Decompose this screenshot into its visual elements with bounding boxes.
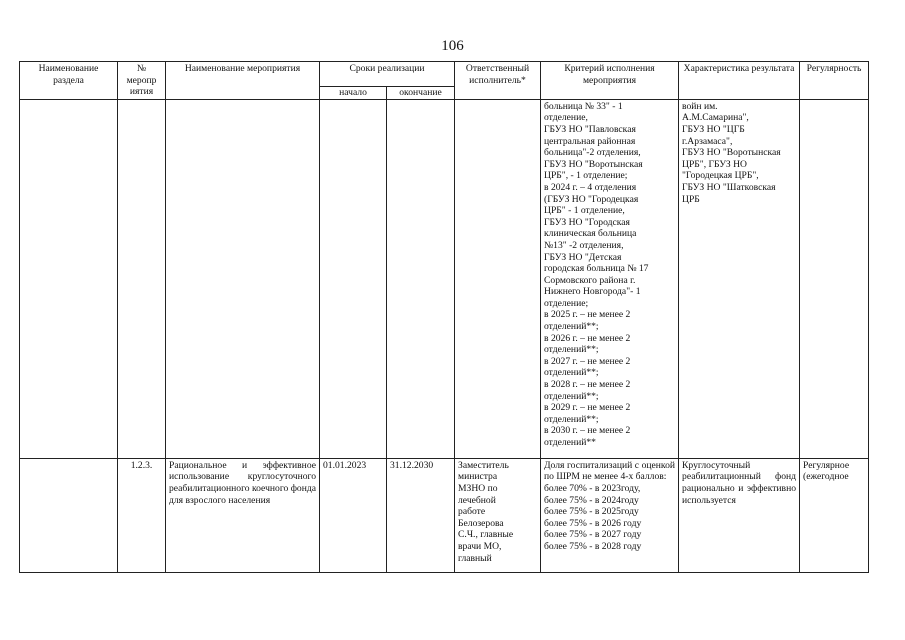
cell-executor [455,99,541,458]
table-row [20,99,869,458]
cell-num [118,99,166,458]
cell-regularity [800,99,869,458]
header-num: № меропр иятия [118,62,166,100]
cell-section [20,99,118,458]
header-criterion: Критерий исполнения мероприятия [541,62,679,100]
header-name: Наименование мероприятия [166,62,320,100]
page-number: 106 [441,38,464,54]
header-section: Наименование раздела [20,62,118,100]
cell-name [166,99,320,458]
cell-section [20,458,118,572]
table-row [20,458,869,572]
cell-start: 01.01.2023 [320,458,387,572]
cell-end [387,99,455,458]
cell-name: Рациональное и эффективное использование круглосуточного реабилитационного коечного фонда для взрослого населения [166,458,320,572]
cell-executor: Заместитель министра МЗНО по лечебной работе Белозерова С.Ч., главные врачи МО, главный [455,458,541,572]
header-end: окончание [387,87,455,100]
criterion-list: более 70% - в 2023году, более 75% - в 2024году более 75% - в 2025году более 75% - в 2026 году более 75% - в 2027 году более 75% - в 2028 году [544,482,642,552]
cell-end: 31.12.2030 [387,458,455,572]
header-start: начало [320,87,387,100]
cell-criterion: больница № 33" - 1 отделение, ГБУЗ НО "Павловская центральная районная больница"-2 отделения, ГБУЗ НО "Воротынская ЦРБ", - 1 отделение; в 2024 г. – 4 отделения (ГБУЗ НО "Городецкая ЦРБ" - 1 отделение, ГБУЗ НО "Городская клиническая больница №13" -2 отделения, ГБУЗ НО "Детская городская больница № 17 Сормовского района г. Нижнего Новгорода"- 1 отделение; в 2025 г. – не менее 2 отделений**; в 2026 г. – не менее 2 отделений**; в 2027 г. – не менее 2 отделений**; в 2028 г. – не менее 2 отделений**; в 2029 г. – не менее 2 отделений**; в 2030 г. – не менее 2 отделений** [541,99,679,458]
criterion-lead: Доля госпитализаций с оценкой по ШРМ не менее 4-х баллов: [544,459,676,483]
cell-criterion [541,458,679,572]
cell-result: войн им. А.М.Самарина", ГБУЗ НО "ЦГБ г.Арзамаса", ГБУЗ НО "Воротынская ЦРБ", ГБУЗ НО "Городецкая ЦРБ", ГБУЗ НО "Шатковская ЦРБ [679,99,800,458]
table-header-row [20,62,869,87]
cell-start [320,99,387,458]
cell-result: Круглосуточный реабилитационный фонд рационально и эффективно используется [679,458,800,572]
header-terms: Сроки реализации [320,62,455,87]
cell-num: 1.2.3. [118,458,166,572]
plan-table [19,61,869,573]
cell-regularity: Регулярное (ежегодное [800,458,869,572]
header-regularity: Регулярность [800,62,869,100]
header-executor: Ответственный исполнитель* [455,62,541,100]
header-result: Характеристика результата [679,62,800,100]
